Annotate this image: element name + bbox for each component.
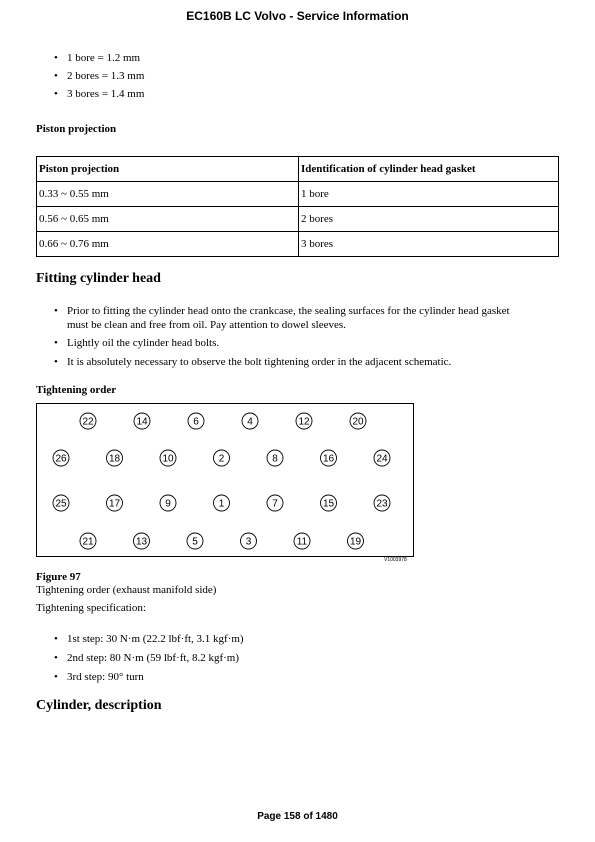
bolt-number-label: 21: [82, 536, 94, 548]
spec-label: Tightening specification:: [36, 602, 146, 614]
bullet-icon: •: [54, 52, 58, 64]
figure-caption: Tightening order (exhaust manifold side): [36, 584, 217, 596]
table-header-row: [37, 157, 559, 182]
page-footer: Page 158 of 1480: [257, 811, 338, 822]
bullet-icon: •: [54, 356, 58, 368]
list-item: [54, 304, 559, 334]
table-cell: 0.33 ~ 0.55 mm: [37, 182, 299, 207]
bolt-number-label: 24: [376, 453, 388, 465]
bolt-number-label: 23: [376, 498, 388, 510]
bolt-number-label: 1: [218, 498, 225, 510]
table-cell: 3 bores: [299, 232, 559, 257]
list-item-text: 1 bore = 1.2 mm: [67, 52, 141, 64]
bullet-icon: •: [54, 337, 58, 349]
bullet-icon: •: [54, 305, 58, 317]
bolt-number-label: 5: [192, 536, 198, 548]
table-cell: 2 bores: [299, 207, 559, 232]
list-item-text: 3rd step: 90° turn: [67, 671, 144, 683]
bolt-number-label: 19: [349, 536, 362, 548]
bullet-icon: •: [54, 88, 58, 100]
section-subtitle-piston: Piston projection: [36, 123, 117, 135]
table-cell: 0.66 ~ 0.76 mm: [37, 232, 299, 257]
bullet-icon: •: [54, 652, 58, 664]
piston-projection-table: [36, 156, 559, 257]
bolt-number-label: 6: [193, 416, 199, 428]
list-item-text: Lightly oil the cylinder head bolts.: [67, 337, 220, 349]
list-item-text: must be clean and free from oil. Pay attention to dowel sleeves.: [67, 319, 346, 331]
bolt-diagram: [37, 404, 413, 556]
table-row: [37, 182, 559, 207]
section-title-fitting: Fitting cylinder head: [36, 271, 161, 286]
bolt-number-label: 8: [272, 453, 278, 465]
list-item-text: It is absolutely necessary to observe the bolt tightening order in the adjacent schematic.: [67, 356, 452, 368]
table-cell: 0.56 ~ 0.65 mm: [37, 207, 299, 232]
bolt-number-label: 17: [108, 498, 121, 510]
bullet-icon: •: [54, 70, 58, 82]
section-title-cylinder: Cylinder, description: [36, 698, 162, 713]
bolt-number-label: 2: [218, 453, 225, 465]
table-row: [37, 232, 559, 257]
bolt-number-label: 13: [135, 536, 148, 548]
table-header-cell: Identification of cylinder head gasket: [299, 157, 559, 182]
page-header: EC160B LC Volvo - Service Information: [186, 9, 409, 23]
bullet-icon: •: [54, 671, 58, 683]
bolt-number-label: 26: [55, 453, 67, 465]
bolt-number-label: 4: [247, 416, 253, 428]
table-header-cell: Piston projection: [37, 157, 299, 182]
table-cell: 1 bore: [299, 182, 559, 207]
section-subtitle-tightening: Tightening order: [36, 384, 117, 396]
bolt-number-label: 15: [322, 498, 335, 510]
bolt-number-label: 3: [245, 536, 252, 548]
table-row: [37, 207, 559, 232]
figure-label: Figure 97: [36, 571, 81, 583]
bolt-number-label: 7: [272, 498, 278, 510]
list-item-text: 3 bores = 1.4 mm: [67, 88, 145, 100]
bolt-number-label: 22: [82, 416, 94, 428]
bolt-number-label: 14: [136, 416, 148, 428]
list-item-text: 2nd step: 80 N·m (59 lbf·ft, 8.2 kgf·m): [67, 652, 239, 664]
bolt-number-label: 18: [108, 453, 121, 465]
bolt-number-label: 25: [55, 498, 67, 510]
bolt-number-label: 12: [298, 416, 310, 428]
bolt-number-label: 10: [162, 453, 174, 465]
bolt-number-label: 16: [322, 453, 335, 465]
list-item-text: 1st step: 30 N·m (22.2 lbf·ft, 3.1 kgf·m): [67, 633, 244, 645]
figure-id: V1003978: [384, 557, 407, 563]
bolt-number-label: 9: [165, 498, 171, 510]
list-item-text: 2 bores = 1.3 mm: [67, 70, 145, 82]
list-item-text: Prior to fitting the cylinder head onto the crankcase, the sealing surfaces for the cylinder head gasket: [67, 305, 510, 317]
bolt-number-label: 11: [296, 536, 308, 548]
tightening-order-figure: [36, 403, 414, 557]
bullet-icon: •: [54, 633, 58, 645]
bolt-number-label: 20: [352, 416, 364, 428]
